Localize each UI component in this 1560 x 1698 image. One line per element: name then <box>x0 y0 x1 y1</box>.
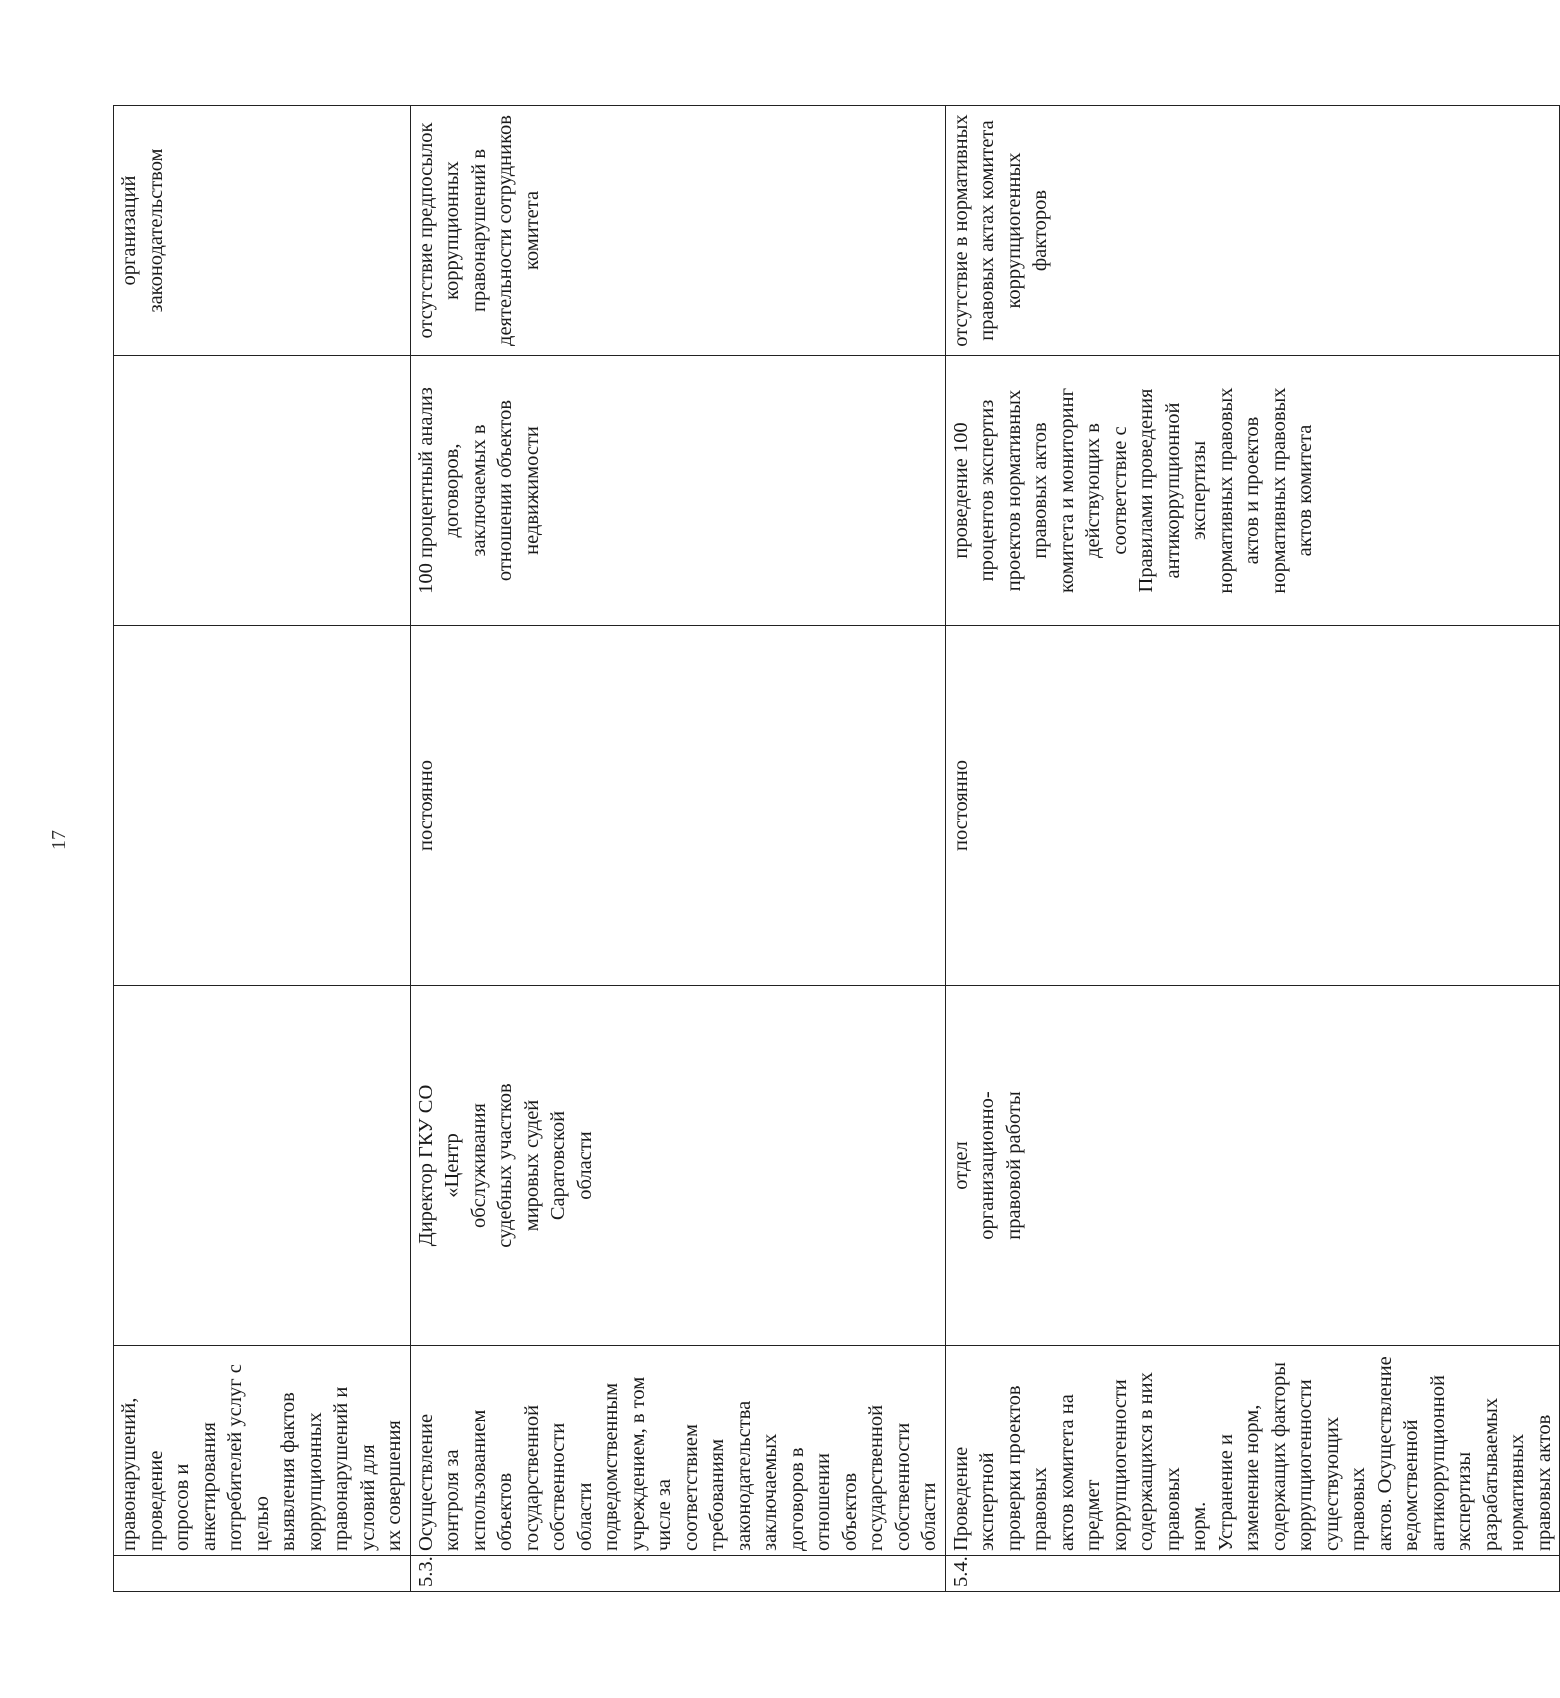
measure-cell-line: актов. Осуществление <box>1373 1356 1396 1551</box>
item-number: 5.4. <box>945 1556 1560 1592</box>
indicator-cell-line: актов комитета <box>1294 424 1316 557</box>
measure-cell-line: учреждением, в том числе за <box>626 1376 675 1551</box>
indicator-cell-line: 100 процентный анализ <box>414 387 437 594</box>
indicator-cell-line: процентов экспертиз <box>976 399 998 582</box>
result-cell <box>945 106 1560 356</box>
table-row <box>114 106 411 1592</box>
executor-cell-line: судебных участков <box>494 1083 516 1248</box>
indicator-cell-line: нормативных правовых <box>1267 387 1290 594</box>
term-cell: постоянно <box>945 626 1560 986</box>
table-row <box>410 106 945 1592</box>
executor-cell-line: Директор ГКУ СО <box>414 1084 437 1247</box>
measure-cell <box>114 1346 411 1556</box>
measure-cell-line: содержащих факторы <box>1267 1362 1290 1551</box>
result-cell-line: деятельности сотрудников <box>494 115 516 346</box>
executor-cell-line: правовой работы <box>1002 1091 1025 1240</box>
executor-cell-line: организационно- <box>976 1091 998 1240</box>
measure-cell-line: договоров в отношении <box>785 1447 834 1551</box>
measure-cell-line: собственности области <box>547 1422 596 1551</box>
indicator-cell-line: недвижимости <box>520 426 543 555</box>
measure-cell-line: выявления фактов <box>277 1392 299 1551</box>
indicator-cell-line: соответствие с <box>1108 426 1131 555</box>
indicator-cell-line: актов и проектов <box>1241 416 1263 565</box>
rotated-document-page <box>0 38 1555 1698</box>
indicator-cell-line: договоров, <box>441 443 463 538</box>
indicator-cell <box>410 356 945 626</box>
result-cell-line: законодательством <box>144 148 167 313</box>
measure-cell-line: собственности области <box>891 1422 940 1551</box>
measure-cell-line: подведомственным <box>600 1382 622 1551</box>
measure-cell-line: антикоррупционной <box>1426 1375 1449 1551</box>
executor-cell <box>114 986 411 1346</box>
result-cell-line: отсутствие в нормативных <box>949 114 972 347</box>
indicator-cell-line: экспертизы <box>1188 440 1210 541</box>
result-cell-line: организаций <box>118 175 140 286</box>
indicator-cell <box>945 356 1560 626</box>
term-cell <box>114 626 411 986</box>
measure-cell-line: проверки проектов правовых <box>1002 1385 1051 1551</box>
result-cell-line: коррупциогенных <box>1002 152 1025 309</box>
measure-cell-line: их совершения <box>383 1420 405 1551</box>
result-cell <box>114 106 411 356</box>
measure-cell-line: объектов государственной <box>838 1404 887 1551</box>
indicator-cell-line: Правилами проведения <box>1135 388 1157 593</box>
indicator-cell-line: проведение 100 <box>949 422 972 559</box>
measure-cell-line: экспертизы разрабатываемых <box>1453 1397 1502 1551</box>
measure-cell-line: Устранение и изменение норм, <box>1214 1404 1263 1551</box>
measure-cell-line: использованием объектов <box>467 1409 516 1551</box>
result-cell-line: отсутствие предпосылок <box>414 122 437 339</box>
page-number: 17 <box>48 830 70 850</box>
executor-cell-line: отдел <box>949 1141 972 1190</box>
measure-cell-line: опросов и анкетирования <box>171 1422 220 1551</box>
indicator-cell-line: действующих в <box>1082 423 1104 558</box>
result-cell-line: комитета <box>520 190 543 271</box>
measure-cell-line: существующих правовых <box>1320 1416 1369 1551</box>
result-cell-line: факторов <box>1029 189 1051 272</box>
executor-cell-line: мировых судей <box>520 1099 543 1232</box>
indicator-cell-line: антикоррупционной <box>1161 402 1184 579</box>
measure-cell-line: актов комитета на предмет <box>1055 1394 1104 1551</box>
result-cell-line: правонарушений в <box>467 149 490 313</box>
indicator-cell-line: правовых актов <box>1029 422 1051 559</box>
indicator-cell <box>114 356 411 626</box>
indicator-cell-line: комитета и мониторинг <box>1055 388 1078 594</box>
indicator-cell-line: нормативных правовых <box>1214 387 1237 594</box>
measure-cell-line: содержащихся в них правовых <box>1135 1372 1184 1551</box>
measure-cell-line: соответствием требованиям <box>679 1424 728 1551</box>
measure-cell <box>410 1346 945 1556</box>
measure-cell-line: норм. <box>1188 1501 1210 1551</box>
indicator-cell-line: заключаемых в <box>467 424 490 557</box>
measure-cell-line: Осуществление контроля за <box>414 1413 463 1551</box>
measure-cell-line: ведомственной <box>1400 1419 1422 1551</box>
anticorruption-plan-table <box>113 105 1560 1592</box>
measure-cell-line: коррупционных <box>303 1412 326 1551</box>
executor-cell-line: Саратовской <box>547 1110 569 1221</box>
result-cell-line: коррупционных <box>441 161 463 300</box>
measure-cell-line: нормативных правовых актов <box>1506 1414 1555 1551</box>
measure-cell-line: правонарушений и условий для <box>330 1386 379 1551</box>
executor-cell <box>945 986 1560 1346</box>
result-cell <box>410 106 945 356</box>
item-number: 5.3. <box>410 1556 945 1592</box>
executor-cell <box>410 986 945 1346</box>
executor-cell-line: обслуживания <box>467 1103 490 1229</box>
measure-cell-line: коррупциогенности <box>1294 1379 1316 1551</box>
measure-cell-line: законодательства заключаемых <box>732 1400 781 1551</box>
term-cell: постоянно <box>410 626 945 986</box>
measure-cell-line: государственной <box>520 1404 543 1551</box>
measure-cell-line: Проведение экспертной <box>949 1446 998 1551</box>
measure-cell-line: потребителей услуг с целью <box>224 1364 273 1551</box>
indicator-cell-line: отношении объектов <box>494 399 516 582</box>
result-cell-line: правовых актах комитета <box>976 120 998 341</box>
measure-cell <box>945 1346 1560 1556</box>
item-number <box>114 1556 411 1592</box>
executor-cell-line: области <box>573 1131 596 1200</box>
executor-cell-line: «Центр <box>441 1133 463 1198</box>
measure-cell-line: коррупциогенности <box>1108 1379 1131 1551</box>
measure-cell-line: правонарушений, проведение <box>118 1397 167 1551</box>
table-row <box>945 106 1560 1592</box>
indicator-cell-line: проектов нормативных <box>1002 389 1025 592</box>
